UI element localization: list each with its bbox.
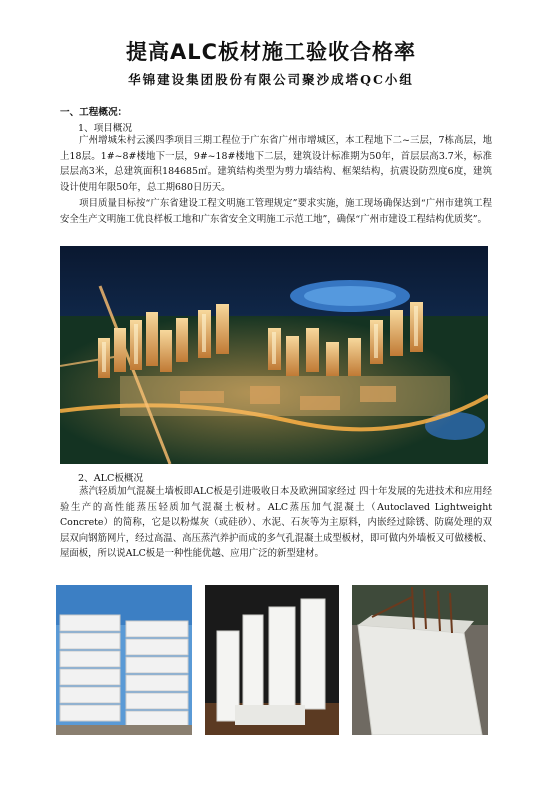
project-paragraph-text: 广州增城朱村云溪四季项目三期工程位于广东省广州市增城区，本工程地下二~三层，7栋高层，地上18层。1#~8#楼地下一层，9#~18#楼地下二层，建筑设计标准期为50年，首层层高3.7米，标准层层高3米，总建筑面积184685㎡。建筑结构类型为剪力墙结构、框架结构，抗震设防烈度6度，建筑设计使用年限50年，总工期680日历天。 xyxy=(60,135,492,193)
alc-paragraph-text: 蒸汽轻质加气混凝土墙板即ALC板是引进吸收日本及欧洲国家经过 四十年发展的先进技术和应用经验生产的高性能蒸压轻质加气混凝土板材。ALC蒸压加气混凝土（Autoclaved Lightweight Concrete）的简称，它是以粉煤灰（或硅砂）、水泥、石灰等为主原料，内嵌经过除锈、防腐处理的双层双向钢筋网片，经过高温、高压蒸汽养护而成的多气孔混凝土成型板材，即可做内外墙板又可做楼板、屋面板，所以说ALC板是一种性能优越、应用广泛的新型建材。 xyxy=(60,486,492,559)
quality-paragraph xyxy=(60,196,492,227)
document-subtitle: 华锦建设集团股份有限公司聚沙成塔QC小组 xyxy=(128,72,414,87)
project-paragraph xyxy=(60,133,492,195)
alc-panel-stack-photo xyxy=(56,585,192,735)
subsection-heading-alc: 2、ALC板概况 xyxy=(78,473,144,484)
section-heading-overview: 一、工程概况： xyxy=(60,107,128,118)
quality-paragraph-text: 项目质量目标按“广东省建设工程文明施工管理规定”要求实施，施工现场确保达到“广州市建筑工程安全生产文明施工优良样板工地和广东省安全文明施工示范工地”，确保“广州市建设工程结构优质奖”。 xyxy=(60,198,492,225)
subsection-heading-project: 1、项目概况 xyxy=(78,123,133,134)
aerial-rendering-image xyxy=(60,246,488,464)
alc-panel-rebar-photo xyxy=(352,585,488,735)
alc-panel-models-photo xyxy=(205,585,339,735)
alc-paragraph xyxy=(60,484,492,562)
document-title: 提高ALC板材施工验收合格率 xyxy=(125,40,417,64)
